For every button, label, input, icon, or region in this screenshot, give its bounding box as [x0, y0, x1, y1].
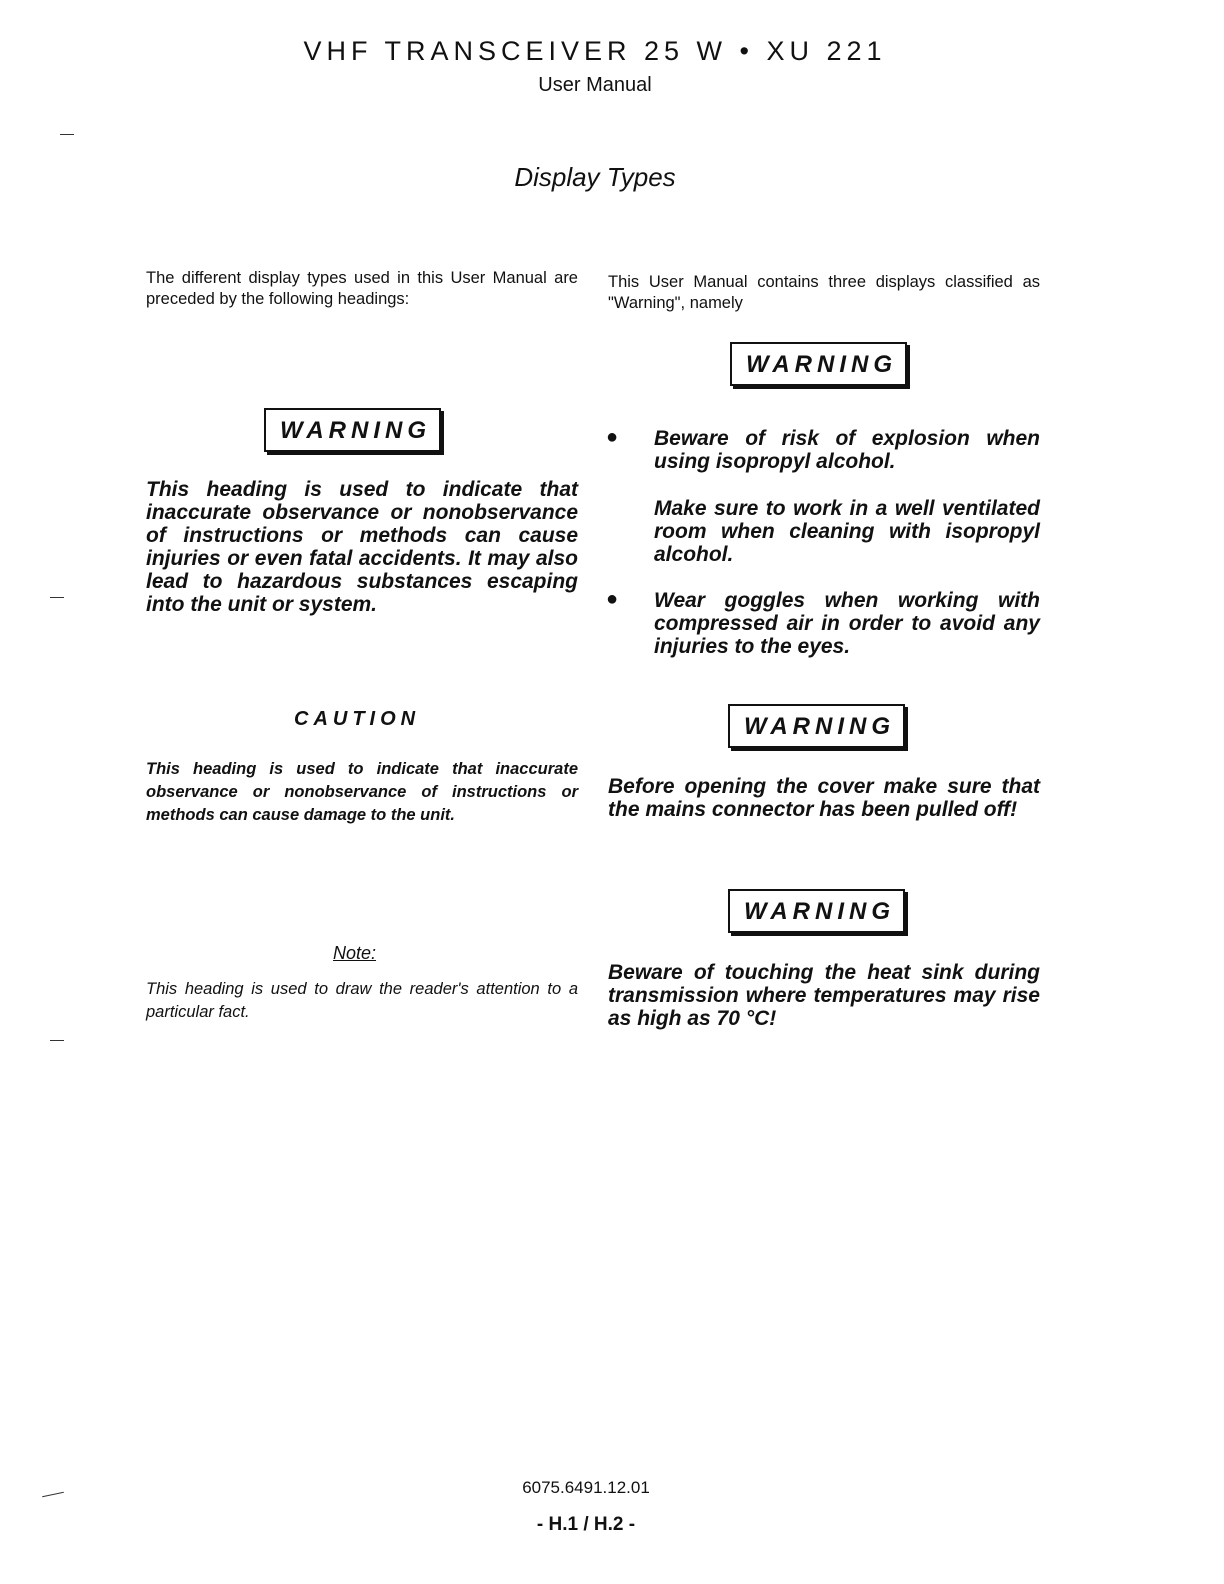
ventilation-warning-text: Make sure to work in a well ventilated room when cleaning with isopropyl alcohol.: [654, 497, 1040, 566]
left-warning-text: This heading is used to indicate that inaccurate observance or nonobservance of instructions or methods can cause injuries or even fatal accidents. It may also lead to hazardous substances escaping into the unit or system.: [146, 478, 578, 616]
bullet-icon: ●: [606, 426, 619, 448]
warning-label: WARNING: [728, 889, 905, 933]
bullet-icon: ●: [606, 588, 619, 610]
left-intro-text: The different display types used in this User Manual are preceded by the following headings:: [146, 269, 578, 308]
page-number: - H.1 / H.2 -: [536, 1514, 636, 1535]
caution-label: CAUTION: [294, 708, 421, 730]
margin-mark: [50, 1040, 64, 1041]
explosion-warning-text: Beware of risk of explosion when using isopropyl alcohol.: [654, 427, 1040, 473]
right-warning-box-2: [728, 704, 905, 748]
left-warning-box: [264, 408, 441, 452]
right-warning-box-3: [728, 889, 905, 933]
heat-sink-warning-text: Beware of touching the heat sink during transmission where temperatures may rise as high as 70 °C!: [608, 961, 1040, 1030]
warning-label: WARNING: [264, 408, 441, 452]
margin-mark: [60, 134, 74, 135]
mains-connector-warning-text: Before opening the cover make sure that the mains connector has been pulled off!: [608, 775, 1040, 821]
warning-label: WARNING: [728, 704, 905, 748]
right-warning-box-1: [730, 342, 907, 386]
warning-label: WARNING: [730, 342, 907, 386]
note-label: Note:: [333, 943, 377, 963]
right-intro-text: This User Manual contains three displays classified as "Warning", namely: [608, 273, 1040, 312]
note-text: This heading is used to draw the reader's attention to a particular fact.: [146, 980, 578, 1021]
section-heading: Display Types: [514, 162, 676, 192]
goggles-warning-text: Wear goggles when working with compressed air in order to avoid any injuries to the eyes.: [654, 589, 1040, 658]
document-subtitle: User Manual: [538, 74, 652, 96]
document-title: VHF TRANSCEIVER 25 W • XU 221: [303, 36, 887, 66]
caution-text: This heading is used to indicate that inaccurate observance or nonobservance of instructions or methods can cause damage to the unit.: [146, 760, 578, 824]
document-number: 6075.6491.12.01: [522, 1478, 650, 1497]
margin-mark: [50, 597, 64, 598]
